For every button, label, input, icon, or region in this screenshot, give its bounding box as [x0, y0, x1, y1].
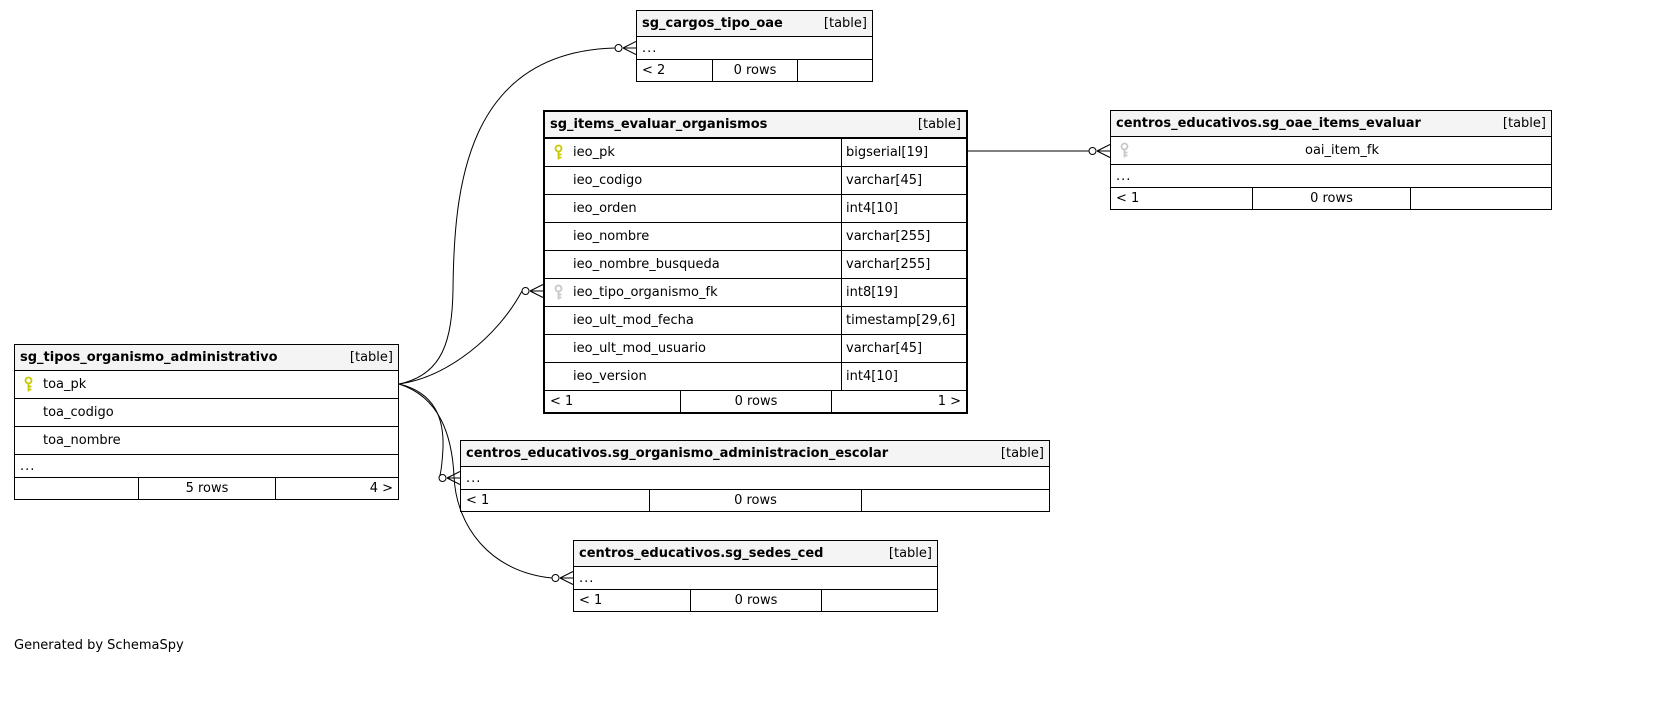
footer-row-count: 0 rows — [680, 391, 832, 412]
footer-parent-count: < 2 — [642, 63, 666, 78]
table-name[interactable]: sg_cargos_tipo_oae — [642, 16, 783, 31]
column-type: timestamp[29,6] — [841, 307, 966, 334]
foreign-key-icon — [545, 284, 567, 301]
column-type: varchar[45] — [841, 335, 966, 362]
table-sg_items_evaluar_organismos[interactable] — [543, 110, 968, 414]
footer-child-count — [1410, 188, 1551, 209]
table-centros_educativos.sg_organismo_administracion_escolar[interactable] — [460, 440, 1050, 512]
column-name: oai_item_fk — [1304, 143, 1379, 158]
column-name: ieo_orden — [573, 201, 637, 216]
table-footer — [461, 490, 1049, 511]
column-type: int4[10] — [841, 363, 966, 390]
more-columns-ellipsis: ... — [1111, 165, 1551, 188]
more-columns-ellipsis: ... — [461, 467, 1049, 490]
table-name[interactable]: centros_educativos.sg_organismo_administracion_escolar — [466, 446, 889, 461]
footer-child-count — [861, 490, 1049, 511]
table-footer — [545, 391, 966, 412]
primary-key-icon — [545, 144, 567, 161]
table-footer — [637, 60, 872, 81]
column-name: ieo_codigo — [573, 173, 643, 188]
column-name: ieo_ult_mod_fecha — [573, 313, 694, 328]
footer-row-count: 0 rows — [1252, 188, 1410, 209]
column-name: ieo_tipo_organismo_fk — [573, 285, 718, 300]
column-type: int4[10] — [841, 195, 966, 222]
column-name: ieo_pk — [573, 145, 615, 160]
footer-child-count: 4 > — [275, 478, 398, 499]
column-row-ieo_orden — [545, 195, 966, 223]
table-header[interactable] — [461, 441, 1049, 467]
footer-child-count — [821, 590, 937, 611]
column-row-ieo_tipo_organismo_fk — [545, 279, 966, 307]
table-type-badge: [table] — [1000, 446, 1044, 461]
column-type: int8[19] — [841, 279, 966, 306]
footer-child-count — [797, 60, 872, 81]
table-header[interactable] — [574, 541, 937, 567]
footer-row-count: 0 rows — [649, 490, 861, 511]
footer-parent-count: < 1 — [1116, 191, 1140, 206]
column-name: ieo_version — [573, 369, 647, 384]
column-type: bigserial[19] — [841, 139, 966, 166]
table-centros_educativos.sg_oae_items_evaluar[interactable] — [1110, 110, 1552, 210]
table-header[interactable] — [545, 112, 966, 139]
footer-row-count: 0 rows — [690, 590, 821, 611]
column-row-oai_item_fk — [1111, 137, 1551, 165]
table-name[interactable]: sg_tipos_organismo_administrativo — [20, 350, 278, 365]
table-type-badge: [table] — [917, 117, 961, 132]
table-name[interactable]: sg_items_evaluar_organismos — [550, 117, 768, 132]
table-header[interactable] — [15, 345, 398, 371]
generator-note: Generated by SchemaSpy — [14, 638, 184, 653]
table-type-badge: [table] — [888, 546, 932, 561]
primary-key-icon — [15, 376, 37, 393]
column-name: ieo_ult_mod_usuario — [573, 341, 707, 356]
column-name: ieo_nombre — [573, 229, 650, 244]
table-name[interactable]: centros_educativos.sg_sedes_ced — [579, 546, 824, 561]
table-footer — [574, 590, 937, 611]
edge-toa_pk-to-ieo_tipo_organismo_fk — [399, 285, 543, 385]
edge-ieo_pk-to-oai_item_fk — [968, 145, 1110, 158]
column-row-toa_pk — [15, 371, 398, 399]
more-columns-ellipsis: ... — [637, 37, 872, 60]
table-footer — [1111, 188, 1551, 209]
edge-toa_pk-to-sg_organismo_administracion_escolar — [399, 384, 460, 485]
table-sg_tipos_organismo_administrativo[interactable] — [14, 344, 399, 500]
column-type: varchar[45] — [841, 167, 966, 194]
table-header[interactable] — [1111, 111, 1551, 137]
table-type-badge: [table] — [1502, 116, 1546, 131]
footer-row-count: 0 rows — [712, 60, 797, 81]
footer-child-count: 1 > — [831, 391, 966, 412]
footer-parent-count: < 1 — [466, 493, 490, 508]
footer-row-count: 5 rows — [138, 478, 276, 499]
column-row-ieo_pk — [545, 139, 966, 167]
table-type-badge: [table] — [349, 350, 393, 365]
column-name: ieo_nombre_busqueda — [573, 257, 720, 272]
table-sg_cargos_tipo_oae[interactable] — [636, 10, 873, 82]
column-name: toa_pk — [43, 377, 87, 392]
column-row-ieo_ult_mod_fecha — [545, 307, 966, 335]
column-type: varchar[255] — [841, 223, 966, 250]
column-row-ieo_ult_mod_usuario — [545, 335, 966, 363]
footer-parent-count: < 1 — [579, 593, 603, 608]
column-row-ieo_nombre — [545, 223, 966, 251]
table-centros_educativos.sg_sedes_ced[interactable] — [573, 540, 938, 612]
footer-parent-count: < 1 — [550, 394, 574, 409]
footer-parent-count — [15, 478, 138, 499]
column-row-ieo_version — [545, 363, 966, 391]
more-columns-ellipsis: ... — [574, 567, 937, 590]
column-name: toa_nombre — [43, 433, 121, 448]
column-row-toa_nombre — [15, 427, 398, 455]
table-name[interactable]: centros_educativos.sg_oae_items_evaluar — [1116, 116, 1421, 131]
column-type: varchar[255] — [841, 251, 966, 278]
column-row-ieo_codigo — [545, 167, 966, 195]
column-row-ieo_nombre_busqueda — [545, 251, 966, 279]
table-footer — [15, 478, 398, 499]
column-name: toa_codigo — [43, 405, 114, 420]
table-header[interactable] — [637, 11, 872, 37]
more-columns-ellipsis: ... — [15, 455, 398, 478]
column-row-toa_codigo — [15, 399, 398, 427]
table-type-badge: [table] — [823, 16, 867, 31]
foreign-key-icon — [1111, 142, 1133, 159]
